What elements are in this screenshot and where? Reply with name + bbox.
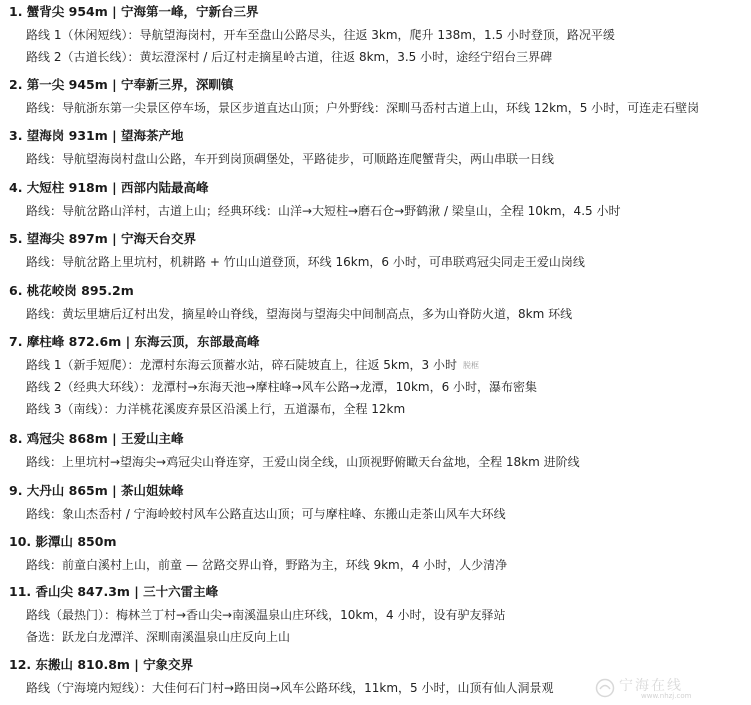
route-text: 路线 2（古道长线）：黄坛澄深村 / 后辽村走摘星岭古道，往返 8km，3.5 小时，途经宁绍台三界碑 — [26, 50, 553, 64]
route-line — [26, 254, 585, 270]
route-line — [26, 357, 479, 374]
peak-title: 6. 桃花峧岗 895.2m — [9, 283, 134, 298]
peak-title: 11. 香山尖 847.3m | 三十六雷主峰 — [9, 584, 219, 599]
watermark-logo-icon — [595, 678, 615, 698]
peak-title: 10. 影潭山 850m — [9, 534, 117, 549]
peak-title: 8. 鸡冠尖 868m | 王爱山主峰 — [9, 431, 184, 446]
route-text: 路线（最热门）：梅林兰丁村→香山尖→南溪温泉山庄环线，10km，4 小时，设有驴友驿站 — [26, 608, 506, 622]
route-line — [26, 607, 505, 623]
route-line — [26, 203, 620, 219]
route-line — [26, 151, 554, 167]
route-line — [26, 506, 506, 522]
route-text: 路线：象山杰岙村 / 宁海岭蛟村风车公路直达山顶；可与摩柱峰、东搬山走茶山风车大环线 — [26, 507, 506, 521]
route-line — [26, 27, 615, 43]
route-text: 路线：导航浙东第一尖景区停车场，景区步道直达山顶；户外野线：深甽马岙村古道上山，环线 12km，5 小时，可连走石壁岗 — [26, 101, 700, 115]
route-line — [26, 557, 507, 573]
route-text: 路线 3（南线）：力洋桃花溪废弃景区沿溪上行，五道瀑布，全程 12km — [26, 402, 406, 416]
route-text: 路线：导航岔路山洋村，古道上山；经典环线：山洋→大短柱→磨石仓→野鹤湫 / 梁皇山，全程 10km，4.5 小时 — [26, 204, 621, 218]
peak-title: 5. 望海尖 897m | 宁海天台交界 — [9, 231, 197, 246]
peak-title: 9. 大丹山 865m | 茶山姐妹峰 — [9, 483, 184, 498]
route-line — [26, 49, 552, 65]
route-text: 路线：黄坛里塘后辽村出发，摘星岭山脊线，望海岗与望海尖中间制高点，多为山脊防火道，8km 环线 — [26, 307, 573, 321]
watermark-text: 宁海在线 — [619, 678, 683, 694]
peak-title: 12. 东搬山 810.8m | 宁象交界 — [9, 657, 194, 672]
route-line — [26, 401, 405, 417]
peak-title: 3. 望海岗 931m | 望海茶产地 — [9, 128, 184, 143]
route-text: 路线：导航望海岗村盘山公路，车开到岗顶碉堡处，平路徒步，可顺路连爬蟹背尖，两山串联一日线 — [26, 152, 555, 166]
route-text: 路线 1（休闲短线）：导航望海岗村，开车至盘山公路尽头，往返 3km，爬升 138m，1.5 小时登顶，路况平缓 — [26, 28, 615, 42]
route-text: 路线：上里坑村→望海尖→鸡冠尖山脊连穿，王爱山岗全线，山顶视野俯瞰天台盆地，全程 18km 进阶线 — [26, 455, 580, 469]
route-text: 路线（宁海境内短线）：大佳何石门村→路田岗→风车公路环线，11km，5 小时，山顶有仙人洞景观 — [26, 681, 554, 695]
watermark-url: www.nhzj.com — [641, 692, 692, 700]
peak-title: 7. 摩柱峰 872.6m | 东海云顶，东部最高峰 — [9, 334, 260, 349]
peak-title: 1. 蟹背尖 954m | 宁海第一峰，宁新台三界 — [9, 4, 259, 19]
route-line — [26, 454, 580, 470]
peak-title: 4. 大短柱 918m | 西部内陆最高峰 — [9, 180, 209, 195]
route-line — [26, 100, 699, 116]
route-line — [26, 306, 572, 322]
route-text: 路线：前童白溪村上山，前童 — 岔路交界山脊，野路为主，环线 9km，4 小时，人少清净 — [26, 558, 508, 572]
route-tag: 脱框 — [463, 361, 479, 370]
route-line — [26, 680, 553, 696]
route-text: 路线：导航岔路上里坑村，机耕路 + 竹山山道登顶，环线 16km，6 小时，可串联鸡冠尖同走王爱山岗线 — [26, 255, 585, 269]
route-text: 备选：跃龙白龙潭洋、深甽南溪温泉山庄反向上山 — [26, 630, 291, 644]
route-line — [26, 629, 290, 645]
route-line — [26, 379, 537, 395]
route-text: 路线 2（经典大环线）：龙潭村→东海天池→摩柱峰→风车公路→龙潭，10km，6 小时，瀑布密集 — [26, 380, 538, 394]
route-text: 路线 1（新手短爬）：龙潭村东海云顶蓄水站，碎石陡坡直上，往返 5km，3 小时 — [26, 358, 457, 372]
site-watermark — [595, 675, 745, 701]
peak-title: 2. 第一尖 945m | 宁奉新三界，深甽镇 — [9, 77, 234, 92]
